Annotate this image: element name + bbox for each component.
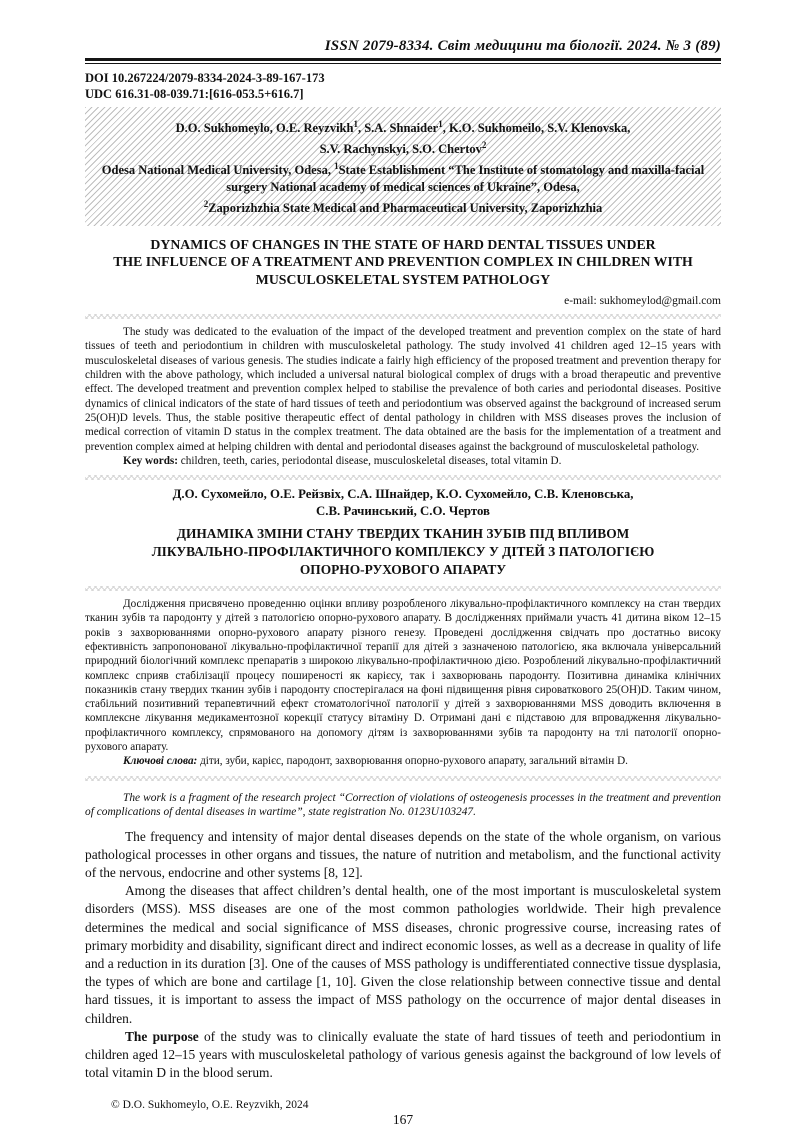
keywords-en-label: Key words: bbox=[123, 454, 178, 467]
section-separator bbox=[85, 475, 721, 480]
keywords-ua bbox=[85, 754, 721, 768]
header-rule-thin bbox=[85, 63, 721, 64]
article-title-en bbox=[85, 236, 721, 289]
doi-line: DOI 10.267224/2079-8334-2024-3-89-167-173 bbox=[85, 71, 325, 85]
copyright-line: © D.O. Sukhomeylo, O.E. Reyzvikh, 2024 bbox=[111, 1098, 309, 1111]
affiliation-sup: 2 bbox=[203, 199, 209, 210]
title-line: THE INFLUENCE OF A TREATMENT AND PREVENTION COMPLEX IN CHILDREN WITH bbox=[113, 254, 693, 270]
page-number: 167 bbox=[392, 1111, 414, 1127]
author-affil-sup: 1 bbox=[438, 119, 443, 129]
authors-ua bbox=[85, 486, 721, 520]
authors-en: S.V. Rachynskyi, S.O. Chertov bbox=[319, 142, 482, 157]
article-title-ua bbox=[85, 525, 721, 579]
keywords-en-list: children, teeth, caries, periodontal disease, musculoskeletal diseases, total vitamin D. bbox=[178, 454, 562, 467]
contact-email: e-mail: sukhomeylod@gmail.com bbox=[564, 295, 721, 308]
author-affil-sup: 1 bbox=[353, 119, 358, 129]
authors-en: , S.A. Shnaider bbox=[357, 121, 439, 136]
authors-ua-line: Д.О. Сухомейло, О.Е. Рейзвіх, С.А. Шнайдер, К.О. Сухомейло, С.В. Кленовська, bbox=[172, 487, 634, 502]
authors-en: , K.O. Sukhomeilo, S.V. Klenovska, bbox=[442, 121, 631, 136]
authors-ua-line: С.В. Рачинський, С.О. Чертов bbox=[316, 504, 490, 519]
project-note: The work is a fragment of the research project “Correction of violations of osteogenesis processes in the treatment and prevention of complications of dental diseases in wartime”, state registration No. 0123U103247. bbox=[85, 791, 721, 819]
title-line: DYNAMICS OF CHANGES IN THE STATE OF HARD DENTAL TISSUES UNDER bbox=[150, 236, 656, 252]
title-line: ДИНАМІКА ЗМІНИ СТАНУ ТВЕРДИХ ТКАНИН ЗУБІВ ПІД ВПЛИВОМ bbox=[176, 526, 630, 542]
purpose-rest: of the study was to clinically evaluate the state of hard tissues of teeth and periodontium in children aged 12–15 years with musculoskeletal pathology of various genesis against the background of low levels of total vitamin D in the blood serum. bbox=[85, 1028, 721, 1081]
section-separator bbox=[85, 314, 721, 319]
keywords-ua-list: діти, зуби, карієс, пародонт, захворювання опорно-рухового апарату, загальний вітамін D. bbox=[197, 755, 628, 768]
affiliation: Zaporizhzhia State Medical and Pharmaceutical University, Zaporizhzhia bbox=[208, 201, 603, 216]
journal-issn-header: ISSN 2079-8334. Світ медицини та біології. 2024. № 3 (89) bbox=[324, 38, 721, 54]
authors-affiliations-block bbox=[85, 107, 721, 226]
abstract-ua: Дослідження присвячено проведенню оцінки впливу розробленого лікувально-профілактичного комплексу на стан твердих тканин зубів та пародонту у дітей з патологією опорно-рухового апарату. В дослідженнях приймали участь 41 дитина віком 12–15 років з захворюваннями опорно-рухового апарату різного генезу. Проведені дослідження свідчать про достатньо високу ефективність запропонованої лікувально-профілактичної терапії для дітей з зазначеною патологією, яка включала універсальний природний біологічний комплекс препаратів з широкою лікувально-профілактичною дією. Розроблений лікувально-профілактичний комплекс сприяв стабілізації процесу поширеності як карієсу, так і захворювань пародонту. Позитивна динаміка клінічних показників стану твердих тканин зубів і пародонту спостерігалася на фоні підвищення рівня сироваткового 25(OH)D. Таким чином, стабільний позитивний терапевтичний ефект стоматологічної патології у дітей з захворюваннями MSS доводить включення в комплексне лікування медикаментозної корекції статусу вітаміну D. Отримані дані є підставою для впровадження лікувально-профілактичного комплексу, спрямованого на допомогу дітям із захворюваннями зубів та пародонту на тлі патології опорно-рухового апарату. bbox=[85, 598, 721, 754]
authors-en: D.O. Sukhomeylo, O.E. Reyzvikh bbox=[175, 121, 354, 136]
title-line: MUSCULOSKELETAL SYSTEM PATHOLOGY bbox=[255, 271, 551, 287]
body-paragraph bbox=[85, 1028, 721, 1083]
title-line: ЛІКУВАЛЬНО-ПРОФІЛАКТИЧНОГО КОМПЛЕКСУ У ДІТЕЙ З ПАТОЛОГІЄЮ bbox=[151, 544, 655, 560]
keywords-ua-label: Ключові слова: bbox=[123, 755, 198, 768]
keywords-en bbox=[85, 454, 721, 468]
purpose-lead: The purpose bbox=[125, 1028, 199, 1044]
title-line: ОПОРНО-РУХОВОГО АПАРАТУ bbox=[299, 562, 507, 578]
section-separator bbox=[85, 776, 721, 781]
affiliation: Odesa National Medical University, Odesa, bbox=[101, 163, 335, 178]
header-rule-thick bbox=[85, 58, 721, 61]
body-paragraph: The frequency and intensity of major dental diseases depends on the state of the whole organism, on various pathological processes in other organs and tissues, the nature of nutrition and metabolism, and the functional activity of the nervous, endocrine and other systems [8, 12]. bbox=[85, 828, 721, 881]
body-paragraph: Among the diseases that affect children’s dental health, one of the most important is musculoskeletal system disorders (MSS). MSS diseases are one of the most common pathologies worldwide. Their high prevalence determines the medical and social significance of MSS diseases, chronic progressive course, increasing rates of primary morbidity and disability, significant direct and indirect economic losses, as well as a decrease in quality of life and a reduction in its duration [3]. One of the causes of MSS pathology is undifferentiated connective tissue dysplasia, the types of which are bone and cartilage [1, 10]. Given the close relationship between connective tissue and dental hard tissues, it is important to assess the impact of MSS pathology on the occurrence of major dental diseases in children. bbox=[85, 883, 721, 1026]
affiliation-sup: 1 bbox=[334, 161, 339, 172]
abstract-en: The study was dedicated to the evaluation of the impact of the developed treatment and prevention complex on the state of hard tissues of teeth and periodontium in children with musculoskeletal pathology. The study involved 41 children aged 12–15 years with musculoskeletal diseases of various genesis. The studies indicate a fairly high efficiency of the proposed treatment and prevention therapy for children with the above pathology, which included a universal natural biological complex of drugs with a broad therapeutic and preventive effect. The developed treatment and prevention complex helped to stabilise the prevalence of both caries and periodontal diseases. Positive dynamics of clinical indicators of the state of hard tissues of teeth and periodontium was observed against the background of increased serum 25(OH)D levels. Thus, the stable positive therapeutic effect of dental pathology in children with MSS diseases proves the inclusion of medical correction of vitamin D status in the complex treatment. The data obtained are the basis for the implementation of a treatment and prevention complex aimed at helping children with dental and periodontal diseases against the background of musculoskeletal pathology. bbox=[85, 326, 721, 453]
udc-line: UDC 616.31-08-039.71:[616-053.5+616.7] bbox=[85, 86, 304, 101]
affiliation: State Establishment “The Institute of stomatology and maxilla-facial surgery National academy of medical sciences of Ukraine”, Odesa, bbox=[226, 163, 705, 195]
section-separator bbox=[85, 586, 721, 591]
author-affil-sup: 2 bbox=[481, 140, 487, 151]
